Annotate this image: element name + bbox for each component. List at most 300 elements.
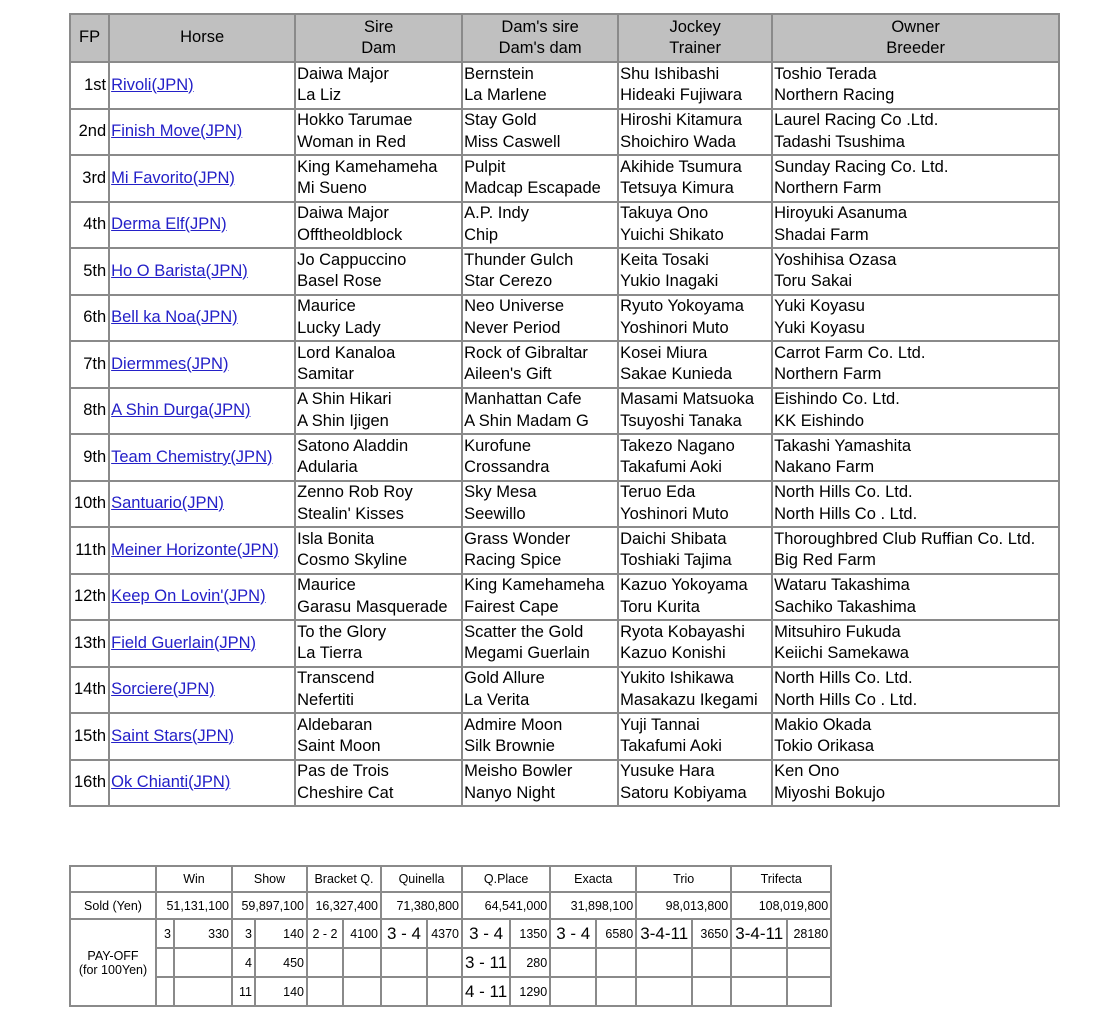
- owner-breeder-cell: [772, 760, 1059, 807]
- jockey: Yusuke Hara: [620, 762, 715, 781]
- horse-link[interactable]: A Shin Durga(JPN): [111, 401, 251, 419]
- trainer: Kazuo Konishi: [620, 644, 726, 663]
- jockey-trainer-cell: [618, 434, 772, 481]
- owner: North Hills Co. Ltd.: [774, 483, 913, 502]
- dam: Mi Sueno: [297, 179, 367, 198]
- horse-cell: [109, 434, 295, 481]
- trainer: Takafumi Aoki: [620, 458, 722, 477]
- dam: Nefertiti: [297, 690, 354, 709]
- breeder: Northern Farm: [774, 365, 882, 384]
- sold-amount: 31,898,100: [550, 892, 636, 919]
- payout-amount: [174, 977, 232, 1006]
- payout-amount: 6580: [596, 919, 636, 948]
- horse-link[interactable]: Keep On Lovin'(JPN): [111, 587, 266, 605]
- trainer: Tsuyoshi Tanaka: [620, 411, 742, 430]
- header-sire: Sire: [363, 17, 394, 36]
- owner: Wataru Takashima: [774, 576, 910, 595]
- winning-combination: [731, 977, 787, 1006]
- winning-combination: [156, 977, 174, 1006]
- bet-type-header: Exacta: [550, 866, 636, 892]
- owner: Thoroughbred Club Ruffian Co. Ltd.: [774, 529, 1036, 548]
- jockey-trainer-cell: [618, 341, 772, 388]
- dams-sire: Thunder Gulch: [464, 250, 574, 269]
- owner-breeder-cell: [772, 481, 1059, 528]
- damsire-damdam-cell: [462, 574, 618, 621]
- dam: Samitar: [297, 365, 354, 384]
- header-dams-sire: Dam's sire: [501, 17, 579, 36]
- jockey-trainer-cell: [618, 295, 772, 342]
- sold-amount: 64,541,000: [462, 892, 550, 919]
- winning-combination: 3-4-11: [731, 919, 787, 948]
- breeder: Tokio Orikasa: [774, 737, 875, 756]
- sire-dam-cell: [295, 760, 462, 807]
- horse-cell: [109, 388, 295, 435]
- dams-dam: Crossandra: [464, 458, 550, 477]
- horse-link[interactable]: Diermmes(JPN): [111, 354, 229, 373]
- jockey-trainer-cell: [618, 62, 772, 109]
- header-damsire-damdam: [462, 14, 618, 62]
- dams-sire: Meisho Bowler: [464, 762, 573, 781]
- sire: Hokko Tarumae: [297, 111, 413, 130]
- sire-dam-cell: [295, 62, 462, 109]
- payoff-label-line1: PAY-OFF: [87, 948, 139, 963]
- owner: Yuki Koyasu: [774, 297, 865, 316]
- sire: Daiwa Major: [297, 204, 389, 223]
- payout-amount: 28180: [787, 919, 831, 948]
- dam: Garasu Masquerade: [297, 597, 448, 616]
- trainer: Yukio Inagaki: [620, 272, 719, 291]
- winning-combination: [381, 977, 427, 1006]
- trainer: Toru Kurita: [620, 597, 700, 616]
- jockey: Teruo Eda: [620, 483, 696, 502]
- sire-dam-cell: [295, 155, 462, 202]
- payout-amount: [427, 948, 462, 977]
- winning-combination: [636, 977, 692, 1006]
- sire-dam-cell: [295, 713, 462, 760]
- sold-amount: 59,897,100: [232, 892, 307, 919]
- payoff-row: [70, 919, 831, 948]
- damsire-damdam-cell: [462, 109, 618, 156]
- sire-dam-cell: [295, 667, 462, 714]
- dam: Woman in Red: [297, 132, 406, 151]
- horse-link[interactable]: Saint Stars(JPN): [111, 726, 234, 745]
- dams-sire: Gold Allure: [464, 669, 545, 688]
- damsire-damdam-cell: [462, 248, 618, 295]
- payout-amount: [596, 948, 636, 977]
- jockey-trainer-cell: [618, 574, 772, 621]
- bet-type-header: Q.Place: [462, 866, 550, 892]
- jockey: Hiroshi Kitamura: [620, 111, 743, 130]
- breeder: Toru Sakai: [774, 272, 853, 291]
- finish-position: 3rd: [70, 155, 109, 202]
- result-row: [70, 341, 1059, 388]
- sire-dam-cell: [295, 388, 462, 435]
- owner: Yoshihisa Ozasa: [774, 250, 897, 269]
- owner: Makio Okada: [774, 715, 872, 734]
- sire: Maurice: [297, 297, 356, 316]
- breeder: Northern Racing: [774, 86, 895, 105]
- sire: To the Glory: [297, 622, 387, 641]
- jockey-trainer-cell: [618, 620, 772, 667]
- sire-dam-cell: [295, 202, 462, 249]
- finish-position: 6th: [70, 295, 109, 342]
- result-row: [70, 481, 1059, 528]
- winning-combination: 4: [232, 948, 255, 977]
- horse-link[interactable]: Santuario(JPN): [111, 494, 224, 512]
- finish-position: 8th: [70, 388, 109, 435]
- payout-amount: 3650: [692, 919, 731, 948]
- payout-amount: [787, 977, 831, 1006]
- breeder: North Hills Co . Ltd.: [774, 690, 918, 709]
- dams-sire: A.P. Indy: [464, 204, 529, 223]
- jockey: Kosei Miura: [620, 343, 708, 362]
- dams-sire: King Kamehameha: [464, 576, 605, 595]
- header-horse: Horse: [109, 14, 295, 62]
- sire-dam-cell: [295, 481, 462, 528]
- jockey-trainer-cell: [618, 713, 772, 760]
- owner-breeder-cell: [772, 620, 1059, 667]
- jockey: Takezo Nagano: [620, 436, 735, 455]
- owner-breeder-cell: [772, 62, 1059, 109]
- bet-type-header: Trifecta: [731, 866, 831, 892]
- result-row: [70, 388, 1059, 435]
- damsire-damdam-cell: [462, 527, 618, 574]
- payout-amount: 450: [255, 948, 307, 977]
- jockey-trainer-cell: [618, 667, 772, 714]
- finish-position: 5th: [70, 248, 109, 295]
- finish-position: 7th: [70, 341, 109, 388]
- breeder: Nakano Farm: [774, 458, 875, 477]
- jockey-trainer-cell: [618, 760, 772, 807]
- payoff-label: [70, 919, 156, 1006]
- sire-dam-cell: [295, 341, 462, 388]
- jockey: Shu Ishibashi: [620, 64, 720, 83]
- dam: Adularia: [297, 458, 358, 477]
- sold-amount: 98,013,800: [636, 892, 731, 919]
- winning-combination: 3: [232, 919, 255, 948]
- owner: Carrot Farm Co. Ltd.: [774, 343, 926, 362]
- winning-combination: 3-4-11: [636, 919, 692, 948]
- breeder: Big Red Farm: [774, 551, 876, 570]
- sold-amount: 16,327,400: [307, 892, 381, 919]
- trainer: Toshiaki Tajima: [620, 551, 732, 570]
- winning-combination: [307, 977, 343, 1006]
- horse-link[interactable]: Ho O Barista(JPN): [111, 261, 248, 280]
- dam: Lucky Lady: [297, 318, 381, 337]
- sire: Transcend: [297, 669, 375, 688]
- result-row: [70, 620, 1059, 667]
- trainer: Masakazu Ikegami: [620, 690, 758, 709]
- result-row: [70, 202, 1059, 249]
- finish-position: 12th: [70, 574, 109, 621]
- jockey: Keita Tosaki: [620, 250, 709, 269]
- breeder: Yuki Koyasu: [774, 318, 865, 337]
- winning-combination: 3 - 4: [462, 919, 510, 948]
- breeder: KK Eishindo: [774, 411, 865, 430]
- horse-link[interactable]: Field Guerlain(JPN): [111, 633, 256, 652]
- jockey: Ryuto Yokoyama: [620, 297, 744, 316]
- trainer: Yoshinori Muto: [620, 504, 729, 523]
- breeder: North Hills Co . Ltd.: [774, 504, 918, 523]
- jockey-trainer-cell: [618, 202, 772, 249]
- trainer: Yuichi Shikato: [620, 225, 724, 244]
- owner: Laurel Racing Co .Ltd.: [774, 111, 939, 130]
- dam: Saint Moon: [297, 737, 381, 756]
- breeder: Shadai Farm: [774, 225, 869, 244]
- owner: Ken Ono: [774, 762, 840, 781]
- result-row: [70, 62, 1059, 109]
- horse-cell: [109, 295, 295, 342]
- payout-amount: 330: [174, 919, 232, 948]
- damsire-damdam-cell: [462, 202, 618, 249]
- dams-sire: Stay Gold: [464, 111, 537, 130]
- horse-cell: [109, 341, 295, 388]
- sire-dam-cell: [295, 248, 462, 295]
- finish-position: 2nd: [70, 109, 109, 156]
- damsire-damdam-cell: [462, 62, 618, 109]
- sire-dam-cell: [295, 574, 462, 621]
- horse-cell: [109, 620, 295, 667]
- horse-cell: [109, 155, 295, 202]
- finish-position: 10th: [70, 481, 109, 528]
- finish-position: 13th: [70, 620, 109, 667]
- sold-amount: 51,131,100: [156, 892, 232, 919]
- bet-type-header: Show: [232, 866, 307, 892]
- owner-breeder-cell: [772, 248, 1059, 295]
- bet-type-header: Win: [156, 866, 232, 892]
- payout-amount: [787, 948, 831, 977]
- dams-dam: Racing Spice: [464, 551, 562, 570]
- winning-combination: [731, 948, 787, 977]
- breeder: Tadashi Tsushima: [774, 132, 905, 151]
- finish-position: 11th: [70, 527, 109, 574]
- horse-link[interactable]: Mi Favorito(JPN): [111, 168, 235, 187]
- jockey-trainer-cell: [618, 109, 772, 156]
- payoff-table: [69, 865, 832, 1007]
- owner: Sunday Racing Co. Ltd.: [774, 157, 949, 176]
- result-row: [70, 248, 1059, 295]
- dams-sire: Neo Universe: [464, 297, 565, 316]
- dam: Cosmo Skyline: [297, 551, 408, 570]
- payout-amount: [596, 977, 636, 1006]
- jockey: Takuya Ono: [620, 204, 709, 223]
- finish-position: 16th: [70, 760, 109, 807]
- payout-amount: 4370: [427, 919, 462, 948]
- sire: Satono Aladdin: [297, 436, 409, 455]
- result-row: [70, 155, 1059, 202]
- winning-combination: [550, 948, 596, 977]
- jockey: Yukito Ishikawa: [620, 669, 734, 688]
- dam: Offtheoldblock: [297, 225, 403, 244]
- sire-dam-cell: [295, 620, 462, 667]
- winning-combination: 3 - 4: [550, 919, 596, 948]
- dam: La Liz: [297, 86, 342, 105]
- breeder: Sachiko Takashima: [774, 597, 916, 616]
- horse-cell: [109, 481, 295, 528]
- payoff-bet-type-row: [70, 866, 831, 892]
- damsire-damdam-cell: [462, 620, 618, 667]
- jockey: Ryota Kobayashi: [620, 622, 745, 641]
- horse-link[interactable]: Finish Move(JPN): [111, 122, 243, 140]
- payout-amount: [427, 977, 462, 1006]
- header-dams-dam: Dam's dam: [498, 39, 582, 57]
- result-row: [70, 527, 1059, 574]
- winning-combination: [636, 948, 692, 977]
- horse-cell: [109, 109, 295, 156]
- horse-link[interactable]: Derma Elf(JPN): [111, 215, 227, 233]
- jockey: Daichi Shibata: [620, 529, 727, 548]
- owner-breeder-cell: [772, 667, 1059, 714]
- payout-amount: [343, 948, 381, 977]
- payout-amount: 140: [255, 919, 307, 948]
- trainer: Yoshinori Muto: [620, 318, 729, 337]
- jockey: Masami Matsuoka: [620, 390, 755, 409]
- owner: Hiroyuki Asanuma: [774, 204, 908, 223]
- sire: Daiwa Major: [297, 64, 389, 83]
- owner-breeder-cell: [772, 155, 1059, 202]
- result-row: [70, 295, 1059, 342]
- horse-cell: [109, 667, 295, 714]
- dams-dam: Nanyo Night: [464, 783, 555, 802]
- payout-amount: 4100: [343, 919, 381, 948]
- horse-link[interactable]: Bell ka Noa(JPN): [111, 308, 238, 326]
- horse-cell: [109, 713, 295, 760]
- horse-link[interactable]: Team Chemistry(JPN): [111, 447, 273, 466]
- payoff-label-line2: (for 100Yen): [78, 962, 148, 977]
- owner-breeder-cell: [772, 202, 1059, 249]
- horse-cell: [109, 248, 295, 295]
- sire: Isla Bonita: [297, 529, 375, 548]
- dams-dam: Star Cerezo: [464, 272, 553, 291]
- dams-dam: Madcap Escapade: [464, 179, 601, 198]
- race-results-table: [69, 13, 1060, 807]
- jockey: Kazuo Yokoyama: [620, 576, 748, 595]
- dams-sire: Scatter the Gold: [464, 622, 584, 641]
- horse-cell: [109, 527, 295, 574]
- owner-breeder-cell: [772, 341, 1059, 388]
- result-row: [70, 109, 1059, 156]
- sire: Zenno Rob Roy: [297, 483, 413, 502]
- damsire-damdam-cell: [462, 295, 618, 342]
- horse-cell: [109, 202, 295, 249]
- winning-combination: [156, 948, 174, 977]
- header-jockey: Jockey: [669, 17, 721, 36]
- dams-dam: Fairest Cape: [464, 597, 559, 616]
- damsire-damdam-cell: [462, 388, 618, 435]
- payout-amount: [692, 948, 731, 977]
- owner-breeder-cell: [772, 527, 1059, 574]
- horse-link[interactable]: Rivoli(JPN): [111, 75, 194, 94]
- horse-link[interactable]: Meiner Horizonte(JPN): [111, 540, 279, 559]
- dam: A Shin Ijigen: [297, 411, 389, 430]
- winning-combination: 11: [232, 977, 255, 1006]
- dams-sire: Admire Moon: [464, 715, 563, 734]
- horse-cell: [109, 62, 295, 109]
- trainer: Takafumi Aoki: [620, 737, 722, 756]
- winning-combination: [381, 948, 427, 977]
- result-row: [70, 760, 1059, 807]
- horse-link[interactable]: Ok Chianti(JPN): [111, 773, 231, 791]
- payout-amount: 1350: [510, 919, 550, 948]
- owner-breeder-cell: [772, 574, 1059, 621]
- dam: Cheshire Cat: [297, 783, 394, 802]
- owner: Toshio Terada: [774, 64, 877, 83]
- owner-breeder-cell: [772, 295, 1059, 342]
- breeder: Northern Farm: [774, 179, 882, 198]
- finish-position: 9th: [70, 434, 109, 481]
- owner-breeder-cell: [772, 109, 1059, 156]
- dams-dam: Seewillo: [464, 504, 526, 523]
- bet-type-header: Bracket Q.: [307, 866, 381, 892]
- dam: Basel Rose: [297, 272, 382, 291]
- sold-label: Sold (Yen): [70, 892, 156, 919]
- owner: Takashi Yamashita: [774, 436, 912, 455]
- sire-dam-cell: [295, 295, 462, 342]
- winning-combination: 2 - 2: [307, 919, 343, 948]
- header-trainer: Trainer: [669, 39, 721, 57]
- dams-sire: Pulpit: [464, 157, 506, 176]
- header-breeder: Breeder: [886, 39, 945, 57]
- dams-sire: Kurofune: [464, 436, 532, 455]
- jockey-trainer-cell: [618, 155, 772, 202]
- jockey: Yuji Tannai: [620, 715, 700, 734]
- trainer: Sakae Kunieda: [620, 365, 733, 384]
- payoff-row: [70, 948, 831, 977]
- winning-combination: 3 - 11: [462, 948, 510, 977]
- sire: Pas de Trois: [297, 762, 389, 781]
- owner-breeder-cell: [772, 434, 1059, 481]
- bet-type-header: Trio: [636, 866, 731, 892]
- finish-position: 14th: [70, 667, 109, 714]
- breeder: Keiichi Samekawa: [774, 644, 909, 663]
- owner: North Hills Co. Ltd.: [774, 669, 913, 688]
- sire-dam-cell: [295, 109, 462, 156]
- owner-breeder-cell: [772, 713, 1059, 760]
- jockey: Akihide Tsumura: [620, 157, 742, 176]
- finish-position: 4th: [70, 202, 109, 249]
- header-fp: FP: [70, 14, 109, 62]
- owner: Mitsuhiro Fukuda: [774, 622, 901, 641]
- dams-dam: La Verita: [464, 690, 530, 709]
- payoff-corner-cell: [70, 866, 156, 892]
- winning-combination: 4 - 11: [462, 977, 510, 1006]
- damsire-damdam-cell: [462, 434, 618, 481]
- sire: King Kamehameha: [297, 157, 438, 176]
- sold-amount: 108,019,800: [731, 892, 831, 919]
- jockey-trainer-cell: [618, 527, 772, 574]
- sire: Lord Kanaloa: [297, 343, 396, 362]
- dam: La Tierra: [297, 644, 363, 663]
- jockey-trainer-cell: [618, 481, 772, 528]
- damsire-damdam-cell: [462, 667, 618, 714]
- header-owner-breeder: [772, 14, 1059, 62]
- result-row: [70, 713, 1059, 760]
- dams-sire: Bernstein: [464, 64, 534, 83]
- sire-dam-cell: [295, 527, 462, 574]
- results-header-row: [70, 14, 1059, 62]
- header-sire-dam: [295, 14, 462, 62]
- horse-link[interactable]: Sorciere(JPN): [111, 680, 215, 698]
- sire: Jo Cappuccino: [297, 250, 407, 269]
- sold-amount: 71,380,800: [381, 892, 462, 919]
- jockey-trainer-cell: [618, 388, 772, 435]
- trainer: Shoichiro Wada: [620, 132, 736, 151]
- dams-dam: Never Period: [464, 318, 561, 337]
- winning-combination: [307, 948, 343, 977]
- header-jockey-trainer: [618, 14, 772, 62]
- horse-cell: [109, 760, 295, 807]
- trainer: Satoru Kobiyama: [620, 783, 747, 802]
